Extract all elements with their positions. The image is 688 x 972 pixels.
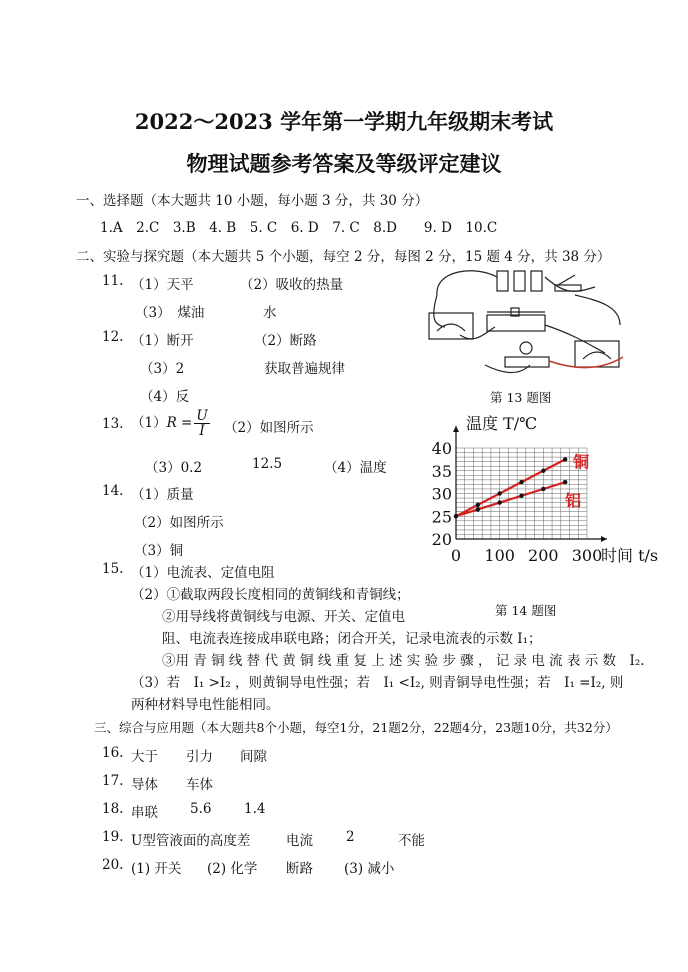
q18-answer-1: 串联 <box>131 805 158 821</box>
q15-answer-2-step2: ②用导线将黄铜线与电源、开关、定值电 <box>162 609 405 625</box>
q20-answer-1: (1) 开关 <box>131 861 182 877</box>
x-tick-label: 300 <box>571 546 603 565</box>
q14-answer-2: （2）如图所示 <box>134 515 224 531</box>
q11-answer-1: （1）天平 <box>131 277 194 293</box>
q13-number: 13. <box>102 416 124 432</box>
q20-answer-2: (2) 化学 <box>207 861 258 877</box>
q17-answer-2: 车体 <box>186 777 213 793</box>
q13-formula-r: R <box>166 415 177 431</box>
q18-answer-3: 1.4 <box>244 801 266 817</box>
q14-number: 14. <box>102 483 124 499</box>
figure13-caption: 第 13 题图 <box>490 390 552 405</box>
q16-answer-3: 间隙 <box>240 749 267 765</box>
q13-answer-3b: 12.5 <box>252 456 283 472</box>
q19-answer-2: 电流 <box>286 833 313 849</box>
q11-answer-2: （2）吸收的热量 <box>240 277 344 293</box>
q17-answer-1: 导体 <box>131 777 158 793</box>
q15-number: 15. <box>102 561 124 577</box>
y-tick-label: 20 <box>431 530 452 549</box>
section3-heading: 三、综合与应用题（本大题共8个小题，每空1分，21题2分，22题4分，23题10分，共32分） <box>94 720 618 735</box>
q20-answer-4: (3) 减小 <box>344 861 395 877</box>
q15-answer-2-step3: ③用 青 铜 线 替 代 黄 铜 线 重 复 上 述 实 验 步 骤 ， 记 录 电 流 表 示 数 I₂. <box>162 653 645 669</box>
data-point <box>476 503 480 507</box>
data-point <box>563 480 567 484</box>
section2-heading: 二、实验与探究题（本大题共 5 个小题，每空 2 分，每图 2 分，15 题 4 分，共 38 分） <box>76 249 611 265</box>
q15-answer-1: （1）电流表、定值电阻 <box>131 565 275 581</box>
temperature-chart <box>425 408 665 608</box>
data-point <box>476 507 480 511</box>
x-axis-label: 时间 t/s <box>601 546 659 565</box>
data-point <box>541 487 545 491</box>
section1-answers: 1.A 2.C 3.B 4. B 5. C 6. D 7. C 8.D 9. D 10.C <box>100 220 498 236</box>
y-tick-label: 40 <box>431 439 452 458</box>
q11-number: 11. <box>102 273 124 289</box>
q13-formula-u: U <box>196 408 208 424</box>
data-point <box>497 500 501 504</box>
q13-formula-i: I <box>199 423 205 439</box>
q16-number: 16. <box>102 745 124 761</box>
q12-answer-2: （2）断路 <box>254 333 317 349</box>
data-point <box>519 480 523 484</box>
y-tick-label: 30 <box>431 484 452 504</box>
q11-answer-3: （3） 煤油 <box>135 305 205 321</box>
q12-answer-4: （4）反 <box>140 389 190 405</box>
q16-answer-1: 大于 <box>131 749 158 765</box>
series-label: 铜 <box>573 452 590 472</box>
x-tick-label: 0 <box>450 546 462 565</box>
q13-answer-4: （4）温度 <box>324 460 387 476</box>
q16-answer-2: 引力 <box>186 749 213 765</box>
x-tick-label: 200 <box>528 546 559 565</box>
q19-answer-3: 2 <box>346 829 355 845</box>
q18-answer-2: 5.6 <box>190 801 212 817</box>
q12-number: 12. <box>102 329 124 345</box>
data-point <box>497 491 501 495</box>
answer-key-title: 物理试题参考答案及等级评定建议 <box>186 151 502 176</box>
q15-answer-3: （3）若 I₁ >I₂ ，则黄铜导电性强；若 I₁ <I₂, 则青铜导电性强；若 I₁ =I₂, 则 <box>131 675 624 691</box>
q20-answer-3: 断路 <box>286 861 313 877</box>
q13-formula-prefix: （1） <box>131 415 167 431</box>
q12-answer-3: （3）2 <box>140 361 185 377</box>
q13-formula-fraction <box>194 409 209 438</box>
x-tick-label: 100 <box>484 546 515 565</box>
series-label: 铝 <box>565 491 582 511</box>
data-point <box>541 469 545 473</box>
q13-formula-equals: = <box>176 415 193 431</box>
x-axis-arrow <box>601 536 607 542</box>
y-tick-label: 25 <box>431 507 452 527</box>
y-axis-label: 温度 T/℃ <box>466 414 538 433</box>
q12-answer-1: （1）断开 <box>131 333 194 349</box>
q15-answer-3-cont: 两种材料导电性能相同。 <box>131 697 280 713</box>
q20-number: 20. <box>102 857 124 873</box>
figure14-caption: 第 14 题图 <box>495 603 557 618</box>
data-point <box>454 514 458 518</box>
q14-answer-3: （3）铜 <box>134 543 184 559</box>
data-point <box>563 457 567 461</box>
q13-answer-3: （3）0.2 <box>145 460 203 476</box>
q18-number: 18. <box>102 801 124 817</box>
q15-answer-2-step2-cont: 阻、电流表连接成串联电路；闭合开关，记录电流表的示数 I₁； <box>162 631 542 647</box>
circuit-figure <box>425 265 630 385</box>
q17-number: 17. <box>102 773 124 789</box>
y-tick-label: 35 <box>431 461 452 481</box>
q13-answer-2: （2）如图所示 <box>224 420 314 436</box>
q14-answer-1: （1）质量 <box>131 487 194 503</box>
q19-answer-1: U型管液面的高度差 <box>131 833 251 849</box>
q19-answer-4: 不能 <box>398 833 425 849</box>
section1-heading: 一、选择题（本大题共 10 小题，每小题 3 分，共 30 分） <box>76 193 429 209</box>
q13-formula <box>131 404 210 442</box>
q15-answer-2-step1: （2）①截取两段长度相同的黄铜线和青铜线； <box>131 587 410 603</box>
exam-title: 2022～2023 学年第一学期九年级期末考试 <box>134 109 554 134</box>
q19-number: 19. <box>102 829 124 845</box>
q11-answer-3b: 水 <box>263 305 277 321</box>
data-point <box>519 494 523 498</box>
q12-answer-3b: 获取普遍规律 <box>264 361 345 377</box>
y-axis-arrow <box>453 426 459 432</box>
